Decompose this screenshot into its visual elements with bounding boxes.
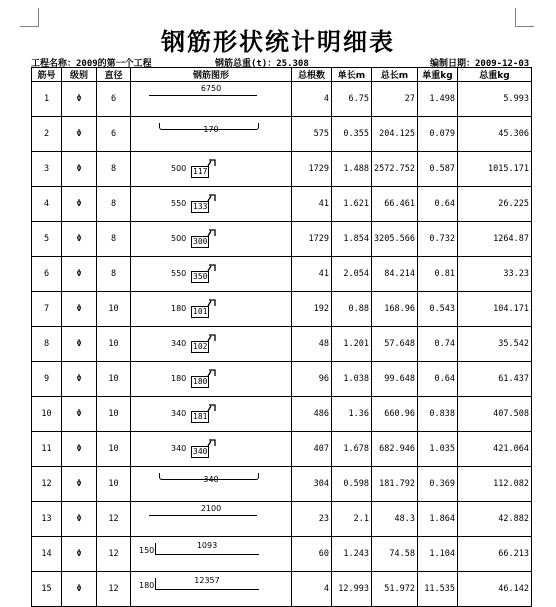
total-weight-cell: 33.23 — [458, 257, 532, 292]
table-row — [32, 362, 532, 397]
shape-length-label: 170 — [203, 125, 219, 134]
bar-grade: Φ — [62, 397, 97, 432]
table-row — [32, 537, 532, 572]
total-length: 660.96 — [372, 397, 418, 432]
total-count: 41 — [292, 187, 332, 222]
bar-number: 6 — [32, 257, 62, 292]
table-row — [32, 502, 532, 537]
bar-grade: Φ — [62, 502, 97, 537]
unit-weight: 0.587 — [418, 152, 458, 187]
bar-diameter: 10 — [97, 432, 131, 467]
stirrup-height-box: 101 — [193, 307, 208, 316]
total-count: 4 — [292, 82, 332, 117]
total-weight-cell: 46.142 — [458, 572, 532, 607]
bar-grade: Φ — [62, 362, 97, 397]
stirrup-height-box: 102 — [193, 342, 208, 351]
bar-number: 1 — [32, 82, 62, 117]
stirrup-height-box: 340 — [193, 447, 208, 456]
bar-shape — [131, 502, 292, 537]
bar-shape — [131, 537, 292, 572]
shape-length-label: 6750 — [200, 84, 222, 93]
unit-weight: 0.64 — [418, 362, 458, 397]
bar-diameter: 10 — [97, 397, 131, 432]
total-weight-cell: 1264.87 — [458, 222, 532, 257]
col-id-header: 筋号 — [32, 68, 62, 82]
bar-grade: Φ — [62, 152, 97, 187]
bar-diameter: 6 — [97, 117, 131, 152]
page-title: 钢筋形状统计明细表 — [161, 27, 395, 56]
total-weight-cell: 61.437 — [458, 362, 532, 397]
bar-shape — [131, 82, 292, 117]
l-bar-leg-label: 180 — [139, 581, 155, 590]
bar-number: 13 — [32, 502, 62, 537]
bar-shape — [131, 362, 292, 397]
project-name: 工程名称：2009的第一个工程 — [31, 59, 152, 69]
table-row — [32, 397, 532, 432]
bar-diameter: 10 — [97, 467, 131, 502]
total-length: 66.461 — [372, 187, 418, 222]
l-bar-length-label: 12357 — [194, 576, 220, 585]
col-shape-header: 钢筋图形 — [131, 68, 292, 82]
bar-number: 12 — [32, 467, 62, 502]
bar-shape — [131, 327, 292, 362]
stirrup-icon — [191, 193, 217, 213]
unit-weight: 0.81 — [418, 257, 458, 292]
total-length: 168.96 — [372, 292, 418, 327]
total-count: 96 — [292, 362, 332, 397]
stirrup-icon — [191, 403, 217, 423]
bar-shape — [131, 257, 292, 292]
table-row — [32, 187, 532, 222]
unit-weight: 0.732 — [418, 222, 458, 257]
l-bar-line — [155, 589, 259, 590]
bar-number: 15 — [32, 572, 62, 607]
bar-grade: Φ — [62, 292, 97, 327]
total-weight-cell: 407.508 — [458, 397, 532, 432]
bar-number: 14 — [32, 537, 62, 572]
col-count-header: 总根数 — [292, 68, 332, 82]
bar-diameter: 8 — [97, 152, 131, 187]
total-weight-cell: 112.082 — [458, 467, 532, 502]
total-weight-cell: 26.225 — [458, 187, 532, 222]
col-total-weight-header: 总重kg — [458, 68, 532, 82]
unit-length: 0.598 — [332, 467, 372, 502]
table-row — [32, 257, 532, 292]
straight-bar-line — [149, 95, 257, 96]
bar-grade: Φ — [62, 467, 97, 502]
l-bar-leg-label: 150 — [139, 546, 155, 555]
total-length: 84.214 — [372, 257, 418, 292]
stirrup-width-label: 550 — [171, 199, 187, 208]
stirrup-height-box: 300 — [193, 237, 208, 246]
total-count: 407 — [292, 432, 332, 467]
bar-number: 9 — [32, 362, 62, 397]
total-length: 2572.752 — [372, 152, 418, 187]
shape-length-label: 2100 — [200, 504, 222, 513]
bar-number: 5 — [32, 222, 62, 257]
bar-grade: Φ — [62, 572, 97, 607]
bar-diameter: 10 — [97, 292, 131, 327]
bar-grade: Φ — [62, 82, 97, 117]
unit-length: 1.621 — [332, 187, 372, 222]
unit-weight: 1.864 — [418, 502, 458, 537]
table-body — [32, 82, 532, 607]
rebar-table — [31, 67, 532, 607]
stirrup-icon — [191, 368, 217, 388]
unit-weight: 11.535 — [418, 572, 458, 607]
total-count: 23 — [292, 502, 332, 537]
unit-weight: 0.079 — [418, 117, 458, 152]
bar-grade: Φ — [62, 187, 97, 222]
l-bar-length-label: 1093 — [196, 541, 218, 550]
unit-length: 1.36 — [332, 397, 372, 432]
bar-diameter: 10 — [97, 327, 131, 362]
stirrup-height-box: 117 — [193, 167, 208, 176]
table-row — [32, 292, 532, 327]
bar-number: 11 — [32, 432, 62, 467]
col-unit-weight-header: 单重kg — [418, 68, 458, 82]
stirrup-icon — [191, 158, 217, 178]
stirrup-icon — [191, 228, 217, 248]
bar-shape — [131, 187, 292, 222]
stirrup-width-label: 340 — [171, 409, 187, 418]
unit-weight: 0.838 — [418, 397, 458, 432]
unit-weight: 1.498 — [418, 82, 458, 117]
unit-weight: 0.543 — [418, 292, 458, 327]
bar-diameter: 8 — [97, 187, 131, 222]
table-row — [32, 432, 532, 467]
bar-grade: Φ — [62, 222, 97, 257]
total-length: 51.972 — [372, 572, 418, 607]
stirrup-width-label: 500 — [171, 234, 187, 243]
total-count: 486 — [292, 397, 332, 432]
total-weight-cell: 104.171 — [458, 292, 532, 327]
total-count: 60 — [292, 537, 332, 572]
stirrup-height-box: 180 — [193, 377, 208, 386]
bar-shape — [131, 222, 292, 257]
unit-length: 1.038 — [332, 362, 372, 397]
unit-weight: 1.035 — [418, 432, 458, 467]
bar-diameter: 6 — [97, 82, 131, 117]
header-row — [32, 68, 532, 82]
unit-length: 1.488 — [332, 152, 372, 187]
compile-date: 编制日期：2009-12-03 — [430, 59, 530, 69]
total-length: 48.3 — [372, 502, 418, 537]
stirrup-width-label: 180 — [171, 374, 187, 383]
stirrup-icon — [191, 263, 217, 283]
total-weight-cell: 1015.171 — [458, 152, 532, 187]
total-weight-cell: 421.064 — [458, 432, 532, 467]
bar-number: 2 — [32, 117, 62, 152]
stirrup-width-label: 340 — [171, 444, 187, 453]
bar-grade: Φ — [62, 432, 97, 467]
total-weight-cell: 42.882 — [458, 502, 532, 537]
unit-length: 2.054 — [332, 257, 372, 292]
total-length: 682.946 — [372, 432, 418, 467]
l-bar-line — [155, 554, 259, 555]
stirrup-icon — [191, 438, 217, 458]
total-length: 99.648 — [372, 362, 418, 397]
bar-diameter: 12 — [97, 572, 131, 607]
table-row — [32, 467, 532, 502]
total-length: 27 — [372, 82, 418, 117]
table-row — [32, 222, 532, 257]
shape-length-label: 340 — [203, 475, 219, 484]
stirrup-icon — [191, 298, 217, 318]
unit-weight: 0.74 — [418, 327, 458, 362]
total-count: 575 — [292, 117, 332, 152]
table-row — [32, 82, 532, 117]
bar-diameter: 8 — [97, 257, 131, 292]
stirrup-width-label: 550 — [171, 269, 187, 278]
bar-shape — [131, 117, 292, 152]
unit-weight: 0.369 — [418, 467, 458, 502]
col-unit-length-header: 单长m — [332, 68, 372, 82]
unit-length: 0.355 — [332, 117, 372, 152]
table-row — [32, 117, 532, 152]
stirrup-height-box: 181 — [193, 412, 208, 421]
bar-diameter: 8 — [97, 222, 131, 257]
bar-shape — [131, 572, 292, 607]
bar-shape — [131, 432, 292, 467]
bar-diameter: 12 — [97, 537, 131, 572]
bar-diameter: 12 — [97, 502, 131, 537]
unit-length: 0.88 — [332, 292, 372, 327]
total-count: 304 — [292, 467, 332, 502]
total-weight-cell: 5.993 — [458, 82, 532, 117]
bar-grade: Φ — [62, 537, 97, 572]
total-length: 204.125 — [372, 117, 418, 152]
unit-length: 2.1 — [332, 502, 372, 537]
total-weight: 钢筋总重(t)：25.308 — [215, 59, 309, 69]
total-count: 1729 — [292, 152, 332, 187]
bar-shape — [131, 467, 292, 502]
total-weight-cell: 66.213 — [458, 537, 532, 572]
stirrup-width-label: 500 — [171, 164, 187, 173]
table-row — [32, 327, 532, 362]
bar-grade: Φ — [62, 327, 97, 362]
total-length: 57.648 — [372, 327, 418, 362]
bar-number: 3 — [32, 152, 62, 187]
unit-weight: 0.64 — [418, 187, 458, 222]
table-row — [32, 572, 532, 607]
bar-grade: Φ — [62, 117, 97, 152]
stirrup-icon — [191, 333, 217, 353]
stirrup-height-box: 350 — [193, 272, 208, 281]
unit-length: 1.243 — [332, 537, 372, 572]
bar-number: 8 — [32, 327, 62, 362]
col-grade-header: 级别 — [62, 68, 97, 82]
total-weight-cell: 35.542 — [458, 327, 532, 362]
unit-length: 1.854 — [332, 222, 372, 257]
unit-length: 12.993 — [332, 572, 372, 607]
total-count: 48 — [292, 327, 332, 362]
total-count: 4 — [292, 572, 332, 607]
unit-length: 1.678 — [332, 432, 372, 467]
bar-number: 7 — [32, 292, 62, 327]
bar-number: 10 — [32, 397, 62, 432]
bar-shape — [131, 397, 292, 432]
col-diameter-header: 直径 — [97, 68, 131, 82]
bar-shape — [131, 152, 292, 187]
unit-length: 1.201 — [332, 327, 372, 362]
bar-number: 4 — [32, 187, 62, 222]
total-length: 3205.566 — [372, 222, 418, 257]
unit-length: 6.75 — [332, 82, 372, 117]
stirrup-width-label: 180 — [171, 304, 187, 313]
bar-shape — [131, 292, 292, 327]
total-weight-cell: 45.306 — [458, 117, 532, 152]
total-count: 1729 — [292, 222, 332, 257]
total-count: 41 — [292, 257, 332, 292]
unit-weight: 1.104 — [418, 537, 458, 572]
col-total-length-header: 总长m — [372, 68, 418, 82]
total-count: 192 — [292, 292, 332, 327]
stirrup-height-box: 133 — [193, 202, 208, 211]
straight-bar-line — [149, 515, 257, 516]
stirrup-width-label: 340 — [171, 339, 187, 348]
total-length: 181.792 — [372, 467, 418, 502]
bar-diameter: 10 — [97, 362, 131, 397]
total-length: 74.58 — [372, 537, 418, 572]
bar-grade: Φ — [62, 257, 97, 292]
table-row — [32, 152, 532, 187]
